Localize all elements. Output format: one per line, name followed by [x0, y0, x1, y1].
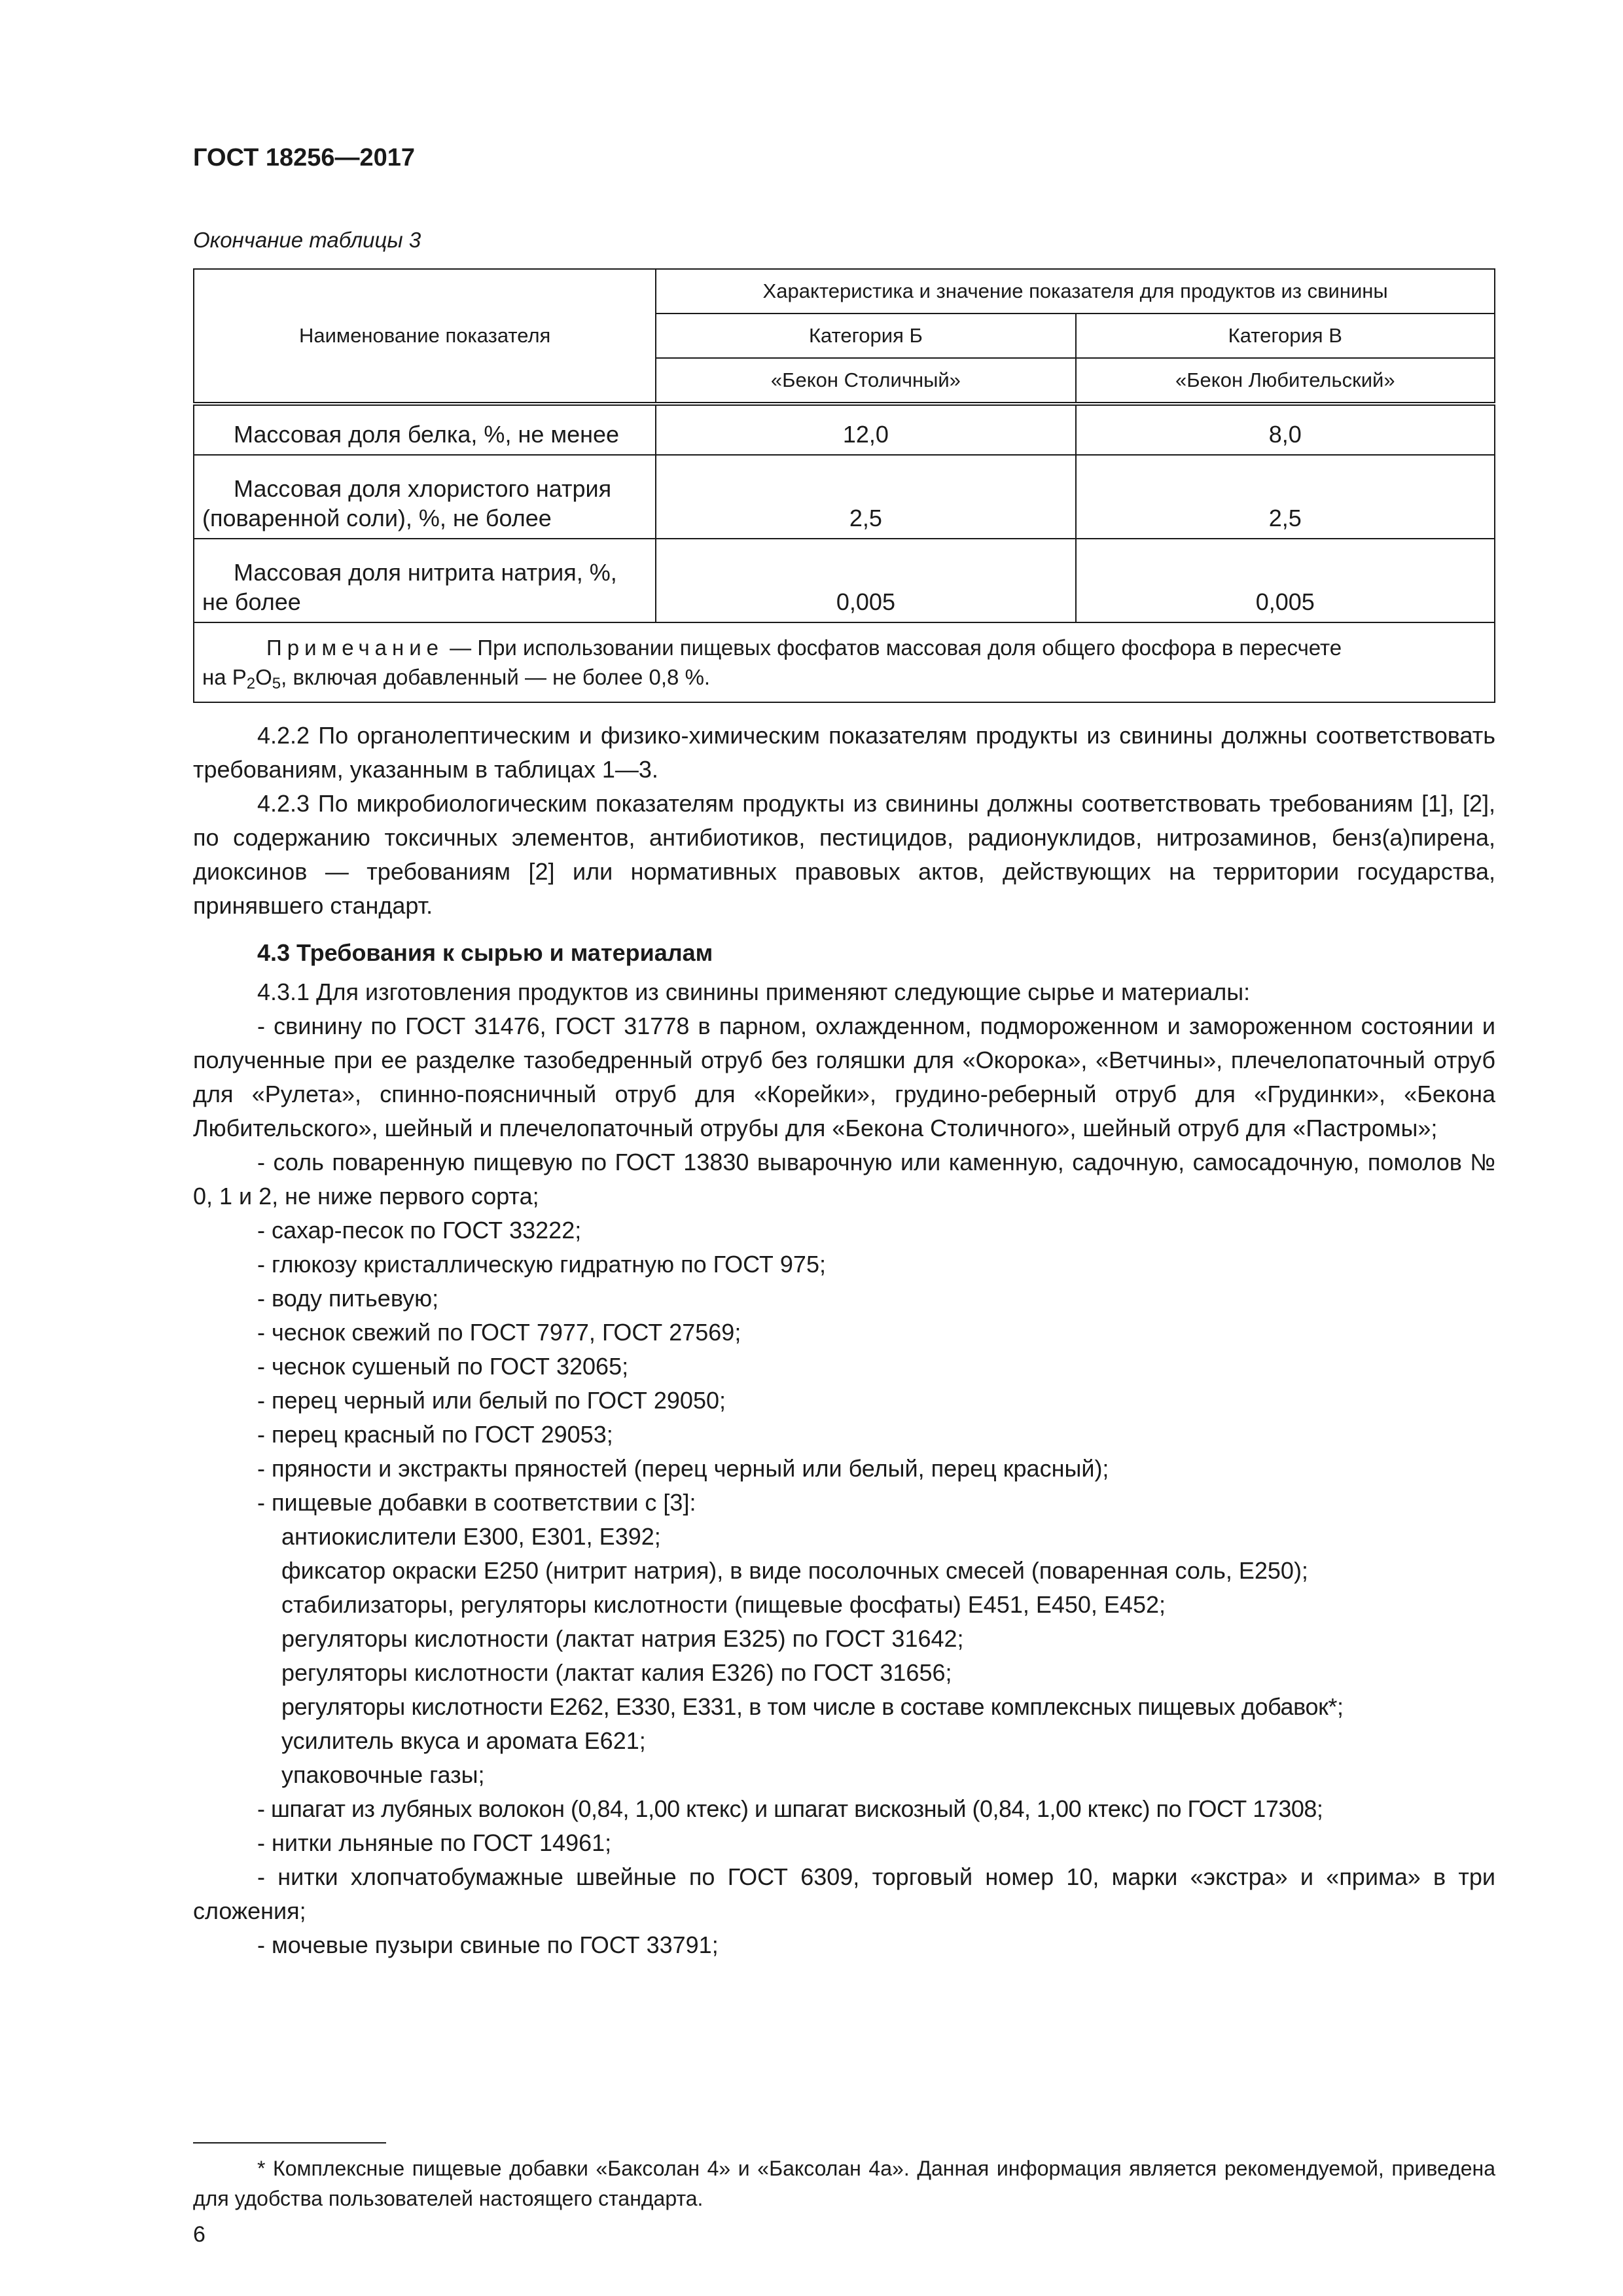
- additive-item: регуляторы кислотности (лактат калия Е326) по ГОСТ 31656;: [281, 1659, 952, 1686]
- list-item: - чеснок свежий по ГОСТ 7977, ГОСТ 27569;: [257, 1319, 741, 1346]
- value-cell: 12,0: [656, 404, 1075, 455]
- col-header-param: Наименование показателя: [194, 269, 656, 404]
- paragraph-4-2-2: 4.2.2 По органолептическим и физико-химическим показателям продукты из свинины должны соответствовать требованиям, указанным в таблицах 1—3.: [193, 722, 1495, 783]
- table-caption: Окончание таблицы 3: [193, 228, 421, 252]
- list-item: - свинину по ГОСТ 31476, ГОСТ 31778 в парном, охлажденном, подмороженном и замороженном состоянии и полученные при ее разделке тазобедренный отруб без голяшки для «Окорока», «Ветчины», плечелопаточный отруб для «Рулета», спинно-поясничный отруб для «Корейки», грудино-реберный отруб для «Грудинки», «Бекона Любительского», шейный и плечелопаточный отрубы для «Бекона Столичного», шейный отруб для «Пастромы»;: [193, 1013, 1495, 1141]
- additive-item: стабилизаторы, регуляторы кислотности (пищевые фосфаты) Е451, Е450, Е452;: [281, 1591, 1166, 1618]
- group-header: Характеристика и значение показателя для продуктов из свинины: [656, 269, 1495, 314]
- main-text: [193, 719, 1495, 1962]
- param-cell: Массовая доля белка, %, не менее: [194, 404, 656, 455]
- list-item: - сахар-песок по ГОСТ 33222;: [257, 1217, 582, 1244]
- list-item: - глюкозу кристаллическую гидратную по ГОСТ 975;: [257, 1251, 826, 1278]
- additive-item: антиокислители Е300, Е301, Е392;: [281, 1523, 661, 1550]
- footnote: * Комплексные пищевые добавки «Баксолан 4» и «Баксолан 4а». Данная информация является рекомендуемой, приведена для удобства пользователей настоящего стандарта.: [193, 2157, 1495, 2210]
- product-b-header: «Бекон Столичный»: [656, 358, 1075, 404]
- paragraph-4-2-3: 4.2.3 По микробиологическим показателям продукты из свинины должны соответствовать требованиям [1], [2], по содержанию токсичных элементов, антибиотиков, пестицидов, радионуклидов, нитрозаминов, бенз(а)пирена, диоксинов — требованиям [2] или нормативных правовых актов, действующих на территории государства, принявшего стандарт.: [193, 790, 1495, 919]
- list-item: - пищевые добавки в соответствии с [3]:: [257, 1489, 696, 1516]
- list-item: - чеснок сушеный по ГОСТ 32065;: [257, 1353, 629, 1380]
- table-3: [193, 268, 1495, 703]
- value-cell: 2,5: [656, 455, 1075, 539]
- value-cell: 0,005: [1076, 539, 1495, 622]
- list-item: - перец красный по ГОСТ 29053;: [257, 1421, 613, 1448]
- table-row: [194, 539, 1495, 622]
- param-cell: Массовая доля нитрита натрия, %, не более: [194, 539, 656, 622]
- additive-item: регуляторы кислотности (лактат натрия Е325) по ГОСТ 31642;: [281, 1625, 964, 1652]
- footnote-separator: [193, 2142, 386, 2144]
- list-item: - соль поваренную пищевую по ГОСТ 13830 выварочную или каменную, садочную, самосадочную, помолов № 0, 1 и 2, не ниже первого сорта;: [193, 1149, 1495, 1210]
- list-item: - шпагат из лубяных волокон (0,84, 1,00 ктекс) и шпагат вискозный (0,84, 1,00 ктекс) по ГОСТ 17308;: [257, 1795, 1323, 1822]
- section-heading: 4.3 Требования к сырью и материалам: [257, 939, 713, 966]
- list-item: - нитки хлопчатобумажные швейные по ГОСТ 6309, торговый номер 10, марки «экстра» и «прима» в три сложения;: [193, 1863, 1495, 1924]
- list-item: - мочевые пузыри свиные по ГОСТ 33791;: [257, 1931, 719, 1958]
- additive-item: регуляторы кислотности Е262, Е330, Е331, в том числе в составе комплексных пищевых добавок*;: [281, 1693, 1344, 1720]
- additive-item: усилитель вкуса и аромата Е621;: [281, 1727, 646, 1754]
- additive-item: фиксатор окраски Е250 (нитрит натрия), в виде посолочных смесей (поваренная соль, Е250);: [281, 1557, 1308, 1584]
- table-note: Примечание — При использовании пищевых фосфатов массовая доля общего фосфора в пересчете на $P_2O_5$, включая добавленный — не более 0,8 %.: [194, 622, 1495, 702]
- additive-item: упаковочные газы;: [281, 1761, 485, 1788]
- category-v-header: Категория В: [1076, 314, 1495, 358]
- note-label: Примечание: [266, 636, 444, 660]
- list-item: - нитки льняные по ГОСТ 14961;: [257, 1829, 612, 1856]
- category-b-header: Категория Б: [656, 314, 1075, 358]
- page-number: 6: [193, 2222, 205, 2247]
- value-cell: 0,005: [656, 539, 1075, 622]
- list-item: - воду питьевую;: [257, 1285, 439, 1312]
- value-cell: 2,5: [1076, 455, 1495, 539]
- param-cell: Массовая доля хлористого натрия (поваренной соли), %, не более: [194, 455, 656, 539]
- document-header: ГОСТ 18256—2017: [193, 144, 416, 171]
- table-row: [194, 455, 1495, 539]
- product-v-header: «Бекон Любительский»: [1076, 358, 1495, 404]
- list-item: - пряности и экстракты пряностей (перец черный или белый, перец красный);: [257, 1455, 1109, 1482]
- list-item: - перец черный или белый по ГОСТ 29050;: [257, 1387, 726, 1414]
- paragraph-4-3-1: 4.3.1 Для изготовления продуктов из свинины применяют следующие сырье и материалы:: [257, 978, 1251, 1005]
- value-cell: 8,0: [1076, 404, 1495, 455]
- table-row: [194, 404, 1495, 455]
